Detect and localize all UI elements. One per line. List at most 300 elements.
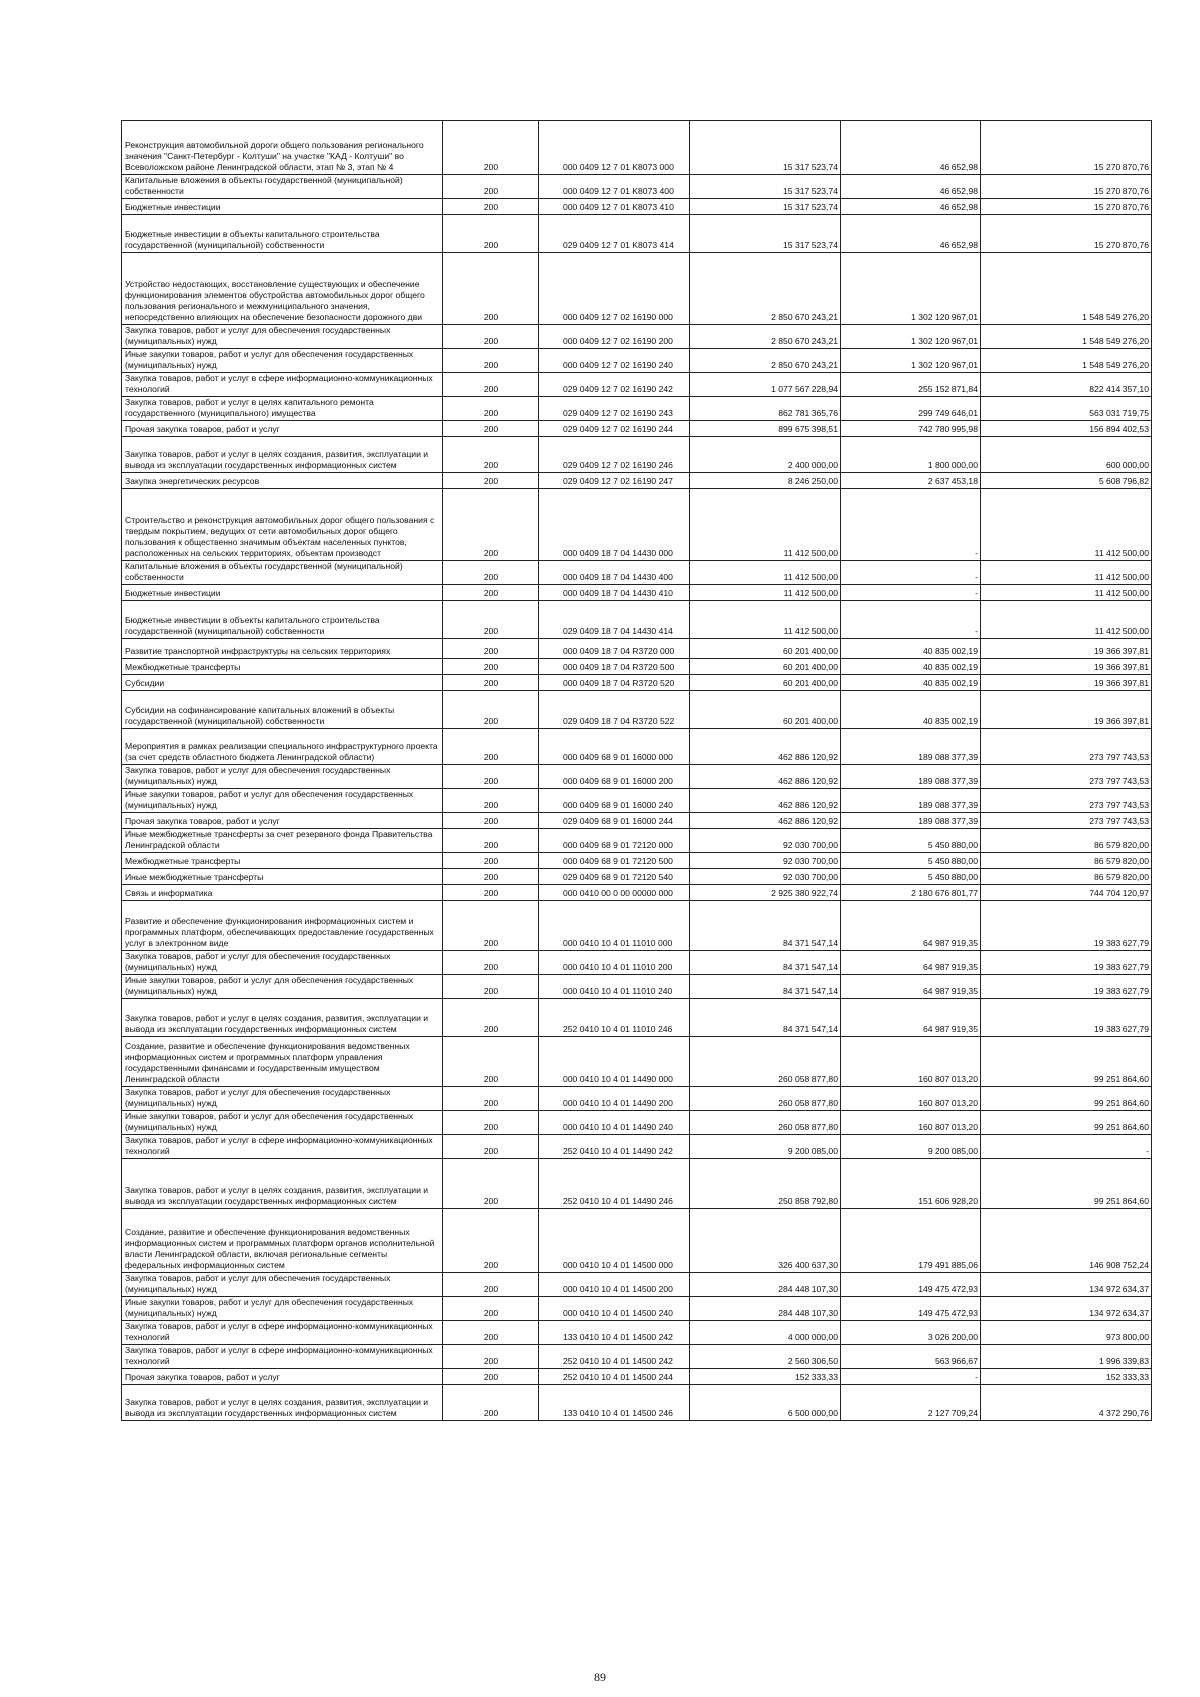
row-remaining-amount: 152 333,33	[981, 1369, 1152, 1385]
row-name: Закупка товаров, работ и услуг для обеспечения государственных (муниципальных) нужд	[122, 325, 443, 349]
row-name: Закупка товаров, работ и услуг в сфере информационно-коммуникационных технологий	[122, 1321, 443, 1345]
row-name: Развитие транспортной инфраструктуры на сельских территориях	[122, 639, 443, 659]
table-row	[122, 325, 1152, 349]
row-plan-amount: 11 412 500,00	[690, 601, 841, 639]
row-remaining-amount: 11 412 500,00	[981, 585, 1152, 601]
row-plan-amount: 15 317 523,74	[690, 175, 841, 199]
row-name: Закупка товаров, работ и услуг для обеспечения государственных (муниципальных) нужд	[122, 1087, 443, 1111]
row-remaining-amount: 1 996 339,83	[981, 1345, 1152, 1369]
row-name: Иные закупки товаров, работ и услуг для обеспечения государственных (муниципальных) нужд	[122, 1297, 443, 1321]
table-row	[122, 765, 1152, 789]
row-plan-amount: 84 371 547,14	[690, 901, 841, 951]
table-row	[122, 1385, 1152, 1421]
table-row	[122, 473, 1152, 489]
row-executed-amount: 40 835 002,19	[841, 675, 981, 691]
row-kcsr: 000 0410 10 4 01 11010 000	[539, 901, 690, 951]
row-name: Реконструкция автомобильной дороги общего пользования регионального значения "Санкт-Петербург - Колтуши" на участке "КАД - Колтуши" во Всеволожском районе Ленинградской области, этап № 3, этап № 4	[122, 121, 443, 175]
row-kcsr: 000 0409 12 7 02 16190 200	[539, 325, 690, 349]
table-row	[122, 1037, 1152, 1087]
row-code: 200	[443, 691, 539, 729]
row-executed-amount: 160 807 013,20	[841, 1111, 981, 1135]
row-name: Иные закупки товаров, работ и услуг для обеспечения государственных (муниципальных) нужд	[122, 349, 443, 373]
row-name: Мероприятия в рамках реализации специального инфраструктурного проекта (за счет средств областного бюджета Ленинградской области)	[122, 729, 443, 765]
row-plan-amount: 8 246 250,00	[690, 473, 841, 489]
row-remaining-amount: 19 366 397,81	[981, 675, 1152, 691]
row-executed-amount: 299 749 646,01	[841, 397, 981, 421]
row-code: 200	[443, 869, 539, 885]
row-kcsr: 000 0410 10 4 01 14490 000	[539, 1037, 690, 1087]
table-row	[122, 901, 1152, 951]
row-code: 200	[443, 1209, 539, 1273]
row-remaining-amount: 146 908 752,24	[981, 1209, 1152, 1273]
row-kcsr: 000 0410 10 4 01 11010 240	[539, 975, 690, 999]
row-remaining-amount: 744 704 120,97	[981, 885, 1152, 901]
row-name: Бюджетные инвестиции	[122, 199, 443, 215]
row-executed-amount: 149 475 472,93	[841, 1297, 981, 1321]
table-row	[122, 585, 1152, 601]
table-row	[122, 829, 1152, 853]
row-name: Создание, развитие и обеспечение функционирования ведомственных информационных систем и программных платформ органов исполнительной власти Ленинградской области, включая региональные сегменты федеральных информационных систем	[122, 1209, 443, 1273]
row-executed-amount: 64 987 919,35	[841, 951, 981, 975]
row-kcsr: 000 0409 68 9 01 16000 240	[539, 789, 690, 813]
row-remaining-amount: 15 270 870,76	[981, 215, 1152, 253]
row-plan-amount: 250 858 792,80	[690, 1159, 841, 1209]
row-kcsr: 000 0409 68 9 01 72120 000	[539, 829, 690, 853]
row-code: 200	[443, 349, 539, 373]
row-code: 200	[443, 1345, 539, 1369]
row-remaining-amount: 19 366 397,81	[981, 691, 1152, 729]
row-executed-amount: 189 088 377,39	[841, 765, 981, 789]
budget-table	[121, 120, 1152, 1421]
row-code: 200	[443, 561, 539, 585]
row-kcsr: 252 0410 10 4 01 14500 242	[539, 1345, 690, 1369]
row-name: Закупка товаров, работ и услуг для обеспечения государственных (муниципальных) нужд	[122, 765, 443, 789]
row-plan-amount: 462 886 120,92	[690, 729, 841, 765]
row-remaining-amount: 99 251 864,60	[981, 1111, 1152, 1135]
row-executed-amount: 5 450 880,00	[841, 829, 981, 853]
row-remaining-amount: 19 366 397,81	[981, 659, 1152, 675]
row-name: Бюджетные инвестиции в объекты капитального строительства государственной (муниципальной) собственности	[122, 215, 443, 253]
row-kcsr: 000 0409 18 7 04 R3720 500	[539, 659, 690, 675]
row-executed-amount: 2 180 676 801,77	[841, 885, 981, 901]
row-executed-amount: 3 026 200,00	[841, 1321, 981, 1345]
table-row	[122, 1321, 1152, 1345]
table-row	[122, 813, 1152, 829]
table-row	[122, 199, 1152, 215]
row-remaining-amount: 19 383 627,79	[981, 999, 1152, 1037]
row-name: Закупка товаров, работ и услуг в целях создания, развития, эксплуатации и вывода из эксплуатации государственных информационных систем	[122, 437, 443, 473]
row-kcsr: 000 0409 68 9 01 16000 200	[539, 765, 690, 789]
row-plan-amount: 260 058 877,80	[690, 1087, 841, 1111]
budget-table-body	[122, 121, 1152, 1421]
row-remaining-amount: 156 894 402,53	[981, 421, 1152, 437]
table-row	[122, 659, 1152, 675]
table-row	[122, 1209, 1152, 1273]
row-executed-amount: 9 200 085,00	[841, 1135, 981, 1159]
row-kcsr: 133 0410 10 4 01 14500 246	[539, 1385, 690, 1421]
table-row	[122, 691, 1152, 729]
row-executed-amount: 160 807 013,20	[841, 1037, 981, 1087]
row-kcsr: 000 0410 10 4 01 14500 200	[539, 1273, 690, 1297]
row-executed-amount: 64 987 919,35	[841, 999, 981, 1037]
row-executed-amount: 255 152 871,84	[841, 373, 981, 397]
row-plan-amount: 60 201 400,00	[690, 639, 841, 659]
row-plan-amount: 2 850 670 243,21	[690, 349, 841, 373]
row-code: 200	[443, 437, 539, 473]
row-remaining-amount: 15 270 870,76	[981, 199, 1152, 215]
row-name: Закупка товаров, работ и услуг в целях создания, развития, эксплуатации и вывода из эксплуатации государственных информационных систем	[122, 999, 443, 1037]
row-code: 200	[443, 639, 539, 659]
row-name: Закупка товаров, работ и услуг в сфере информационно-коммуникационных технологий	[122, 373, 443, 397]
row-remaining-amount: 822 414 357,10	[981, 373, 1152, 397]
row-remaining-amount: 134 972 634,37	[981, 1273, 1152, 1297]
row-name: Иные межбюджетные трансферты за счет резервного фонда Правительства Ленинградской области	[122, 829, 443, 853]
row-code: 200	[443, 1037, 539, 1087]
row-executed-amount: 46 652,98	[841, 215, 981, 253]
row-executed-amount: 160 807 013,20	[841, 1087, 981, 1111]
row-remaining-amount: 11 412 500,00	[981, 601, 1152, 639]
row-plan-amount: 152 333,33	[690, 1369, 841, 1385]
row-executed-amount: 40 835 002,19	[841, 639, 981, 659]
row-kcsr: 000 0410 10 4 01 11010 200	[539, 951, 690, 975]
row-kcsr: 000 0409 18 7 04 14430 400	[539, 561, 690, 585]
row-code: 200	[443, 885, 539, 901]
row-name: Межбюджетные трансферты	[122, 659, 443, 675]
row-kcsr: 252 0410 10 4 01 11010 246	[539, 999, 690, 1037]
row-kcsr: 000 0410 00 0 00 00000 000	[539, 885, 690, 901]
row-code: 200	[443, 901, 539, 951]
row-plan-amount: 84 371 547,14	[690, 999, 841, 1037]
row-name: Связь и информатика	[122, 885, 443, 901]
table-row	[122, 729, 1152, 765]
table-row	[122, 1135, 1152, 1159]
row-plan-amount: 84 371 547,14	[690, 951, 841, 975]
row-name: Строительство и реконструкция автомобильных дорог общего пользования с твердым покрытием, ведущих от сети автомобильных дорог общего пользования к общественно значимым объектам населенных пунктов, расположенных на сельских территориях, объектам производст	[122, 489, 443, 561]
row-remaining-amount: 1 548 549 276,20	[981, 349, 1152, 373]
row-remaining-amount: 15 270 870,76	[981, 175, 1152, 199]
table-row	[122, 1111, 1152, 1135]
row-remaining-amount: 86 579 820,00	[981, 853, 1152, 869]
row-plan-amount: 2 850 670 243,21	[690, 253, 841, 325]
row-code: 200	[443, 215, 539, 253]
table-row	[122, 675, 1152, 691]
row-code: 200	[443, 489, 539, 561]
table-row	[122, 601, 1152, 639]
table-row	[122, 437, 1152, 473]
row-name: Межбюджетные трансферты	[122, 853, 443, 869]
row-remaining-amount: 273 797 743,53	[981, 813, 1152, 829]
row-code: 200	[443, 1111, 539, 1135]
row-kcsr: 000 0410 10 4 01 14500 240	[539, 1297, 690, 1321]
row-plan-amount: 92 030 700,00	[690, 829, 841, 853]
row-name: Бюджетные инвестиции в объекты капитального строительства государственной (муниципальной) собственности	[122, 601, 443, 639]
row-code: 200	[443, 1087, 539, 1111]
row-code: 200	[443, 1297, 539, 1321]
table-row	[122, 869, 1152, 885]
table-row	[122, 1087, 1152, 1111]
row-plan-amount: 92 030 700,00	[690, 853, 841, 869]
row-code: 200	[443, 585, 539, 601]
row-remaining-amount: 273 797 743,53	[981, 789, 1152, 813]
row-remaining-amount: 99 251 864,60	[981, 1037, 1152, 1087]
row-executed-amount: 40 835 002,19	[841, 691, 981, 729]
row-remaining-amount: 134 972 634,37	[981, 1297, 1152, 1321]
row-kcsr: 000 0409 12 7 01 K8073 400	[539, 175, 690, 199]
row-plan-amount: 60 201 400,00	[690, 675, 841, 691]
row-code: 200	[443, 813, 539, 829]
row-kcsr: 029 0409 68 9 01 16000 244	[539, 813, 690, 829]
row-name: Закупка товаров, работ и услуг в целях создания, развития, эксплуатации и вывода из эксплуатации государственных информационных систем	[122, 1159, 443, 1209]
row-remaining-amount: 11 412 500,00	[981, 489, 1152, 561]
row-code: 200	[443, 199, 539, 215]
row-name: Закупка товаров, работ и услуг для обеспечения государственных (муниципальных) нужд	[122, 1273, 443, 1297]
row-name: Иные межбюджетные трансферты	[122, 869, 443, 885]
row-executed-amount: 46 652,98	[841, 199, 981, 215]
row-executed-amount: 46 652,98	[841, 175, 981, 199]
row-executed-amount: 2 637 453,18	[841, 473, 981, 489]
row-name: Закупка товаров, работ и услуг для обеспечения государственных (муниципальных) нужд	[122, 951, 443, 975]
row-name: Прочая закупка товаров, работ и услуг	[122, 813, 443, 829]
row-kcsr: 000 0409 18 7 04 R3720 000	[539, 639, 690, 659]
row-plan-amount: 9 200 085,00	[690, 1135, 841, 1159]
row-plan-amount: 462 886 120,92	[690, 789, 841, 813]
row-code: 200	[443, 1159, 539, 1209]
row-plan-amount: 2 925 380 922,74	[690, 885, 841, 901]
row-remaining-amount: 19 383 627,79	[981, 901, 1152, 951]
row-kcsr: 000 0409 18 7 04 R3720 520	[539, 675, 690, 691]
row-plan-amount: 15 317 523,74	[690, 121, 841, 175]
row-executed-amount: 1 302 120 967,01	[841, 253, 981, 325]
row-kcsr: 252 0410 10 4 01 14490 242	[539, 1135, 690, 1159]
row-name: Капитальные вложения в объекты государственной (муниципальной) собственности	[122, 561, 443, 585]
row-plan-amount: 11 412 500,00	[690, 585, 841, 601]
row-remaining-amount: -	[981, 1135, 1152, 1159]
table-row	[122, 639, 1152, 659]
row-plan-amount: 284 448 107,30	[690, 1297, 841, 1321]
row-code: 200	[443, 659, 539, 675]
row-code: 200	[443, 829, 539, 853]
row-name: Капитальные вложения в объекты государственной (муниципальной) собственности	[122, 175, 443, 199]
row-code: 200	[443, 853, 539, 869]
row-kcsr: 029 0409 12 7 01 K8073 414	[539, 215, 690, 253]
row-name: Закупка товаров, работ и услуг в целях создания, развития, эксплуатации и вывода из эксплуатации государственных информационных систем	[122, 1385, 443, 1421]
row-name: Субсидии на софинансирование капитальных вложений в объекты государственной (муниципальной) собственности	[122, 691, 443, 729]
table-row	[122, 121, 1152, 175]
row-executed-amount: 151 606 928,20	[841, 1159, 981, 1209]
row-executed-amount: 179 491 885,06	[841, 1209, 981, 1273]
row-plan-amount: 899 675 398,51	[690, 421, 841, 437]
row-executed-amount: 64 987 919,35	[841, 901, 981, 951]
row-name: Иные закупки товаров, работ и услуг для обеспечения государственных (муниципальных) нужд	[122, 975, 443, 999]
row-remaining-amount: 273 797 743,53	[981, 765, 1152, 789]
row-kcsr: 000 0409 12 7 02 16190 000	[539, 253, 690, 325]
row-code: 200	[443, 1385, 539, 1421]
row-plan-amount: 60 201 400,00	[690, 659, 841, 675]
row-executed-amount: 40 835 002,19	[841, 659, 981, 675]
row-kcsr: 029 0409 18 7 04 R3720 522	[539, 691, 690, 729]
row-remaining-amount: 19 383 627,79	[981, 975, 1152, 999]
row-executed-amount: 1 302 120 967,01	[841, 325, 981, 349]
row-name: Иные закупки товаров, работ и услуг для обеспечения государственных (муниципальных) нужд	[122, 789, 443, 813]
row-executed-amount: 563 966,67	[841, 1345, 981, 1369]
table-row	[122, 1345, 1152, 1369]
row-kcsr: 000 0410 10 4 01 14500 000	[539, 1209, 690, 1273]
row-code: 200	[443, 765, 539, 789]
table-row	[122, 175, 1152, 199]
row-plan-amount: 11 412 500,00	[690, 561, 841, 585]
row-code: 200	[443, 325, 539, 349]
row-remaining-amount: 600 000,00	[981, 437, 1152, 473]
row-plan-amount: 2 850 670 243,21	[690, 325, 841, 349]
row-executed-amount: 149 475 472,93	[841, 1273, 981, 1297]
row-plan-amount: 84 371 547,14	[690, 975, 841, 999]
row-name: Закупка товаров, работ и услуг в сфере информационно-коммуникационных технологий	[122, 1135, 443, 1159]
table-row	[122, 253, 1152, 325]
row-kcsr: 000 0409 68 9 01 16000 000	[539, 729, 690, 765]
row-executed-amount: 189 088 377,39	[841, 789, 981, 813]
row-executed-amount: 189 088 377,39	[841, 729, 981, 765]
table-row	[122, 215, 1152, 253]
table-row	[122, 1159, 1152, 1209]
row-kcsr: 000 0409 12 7 02 16190 240	[539, 349, 690, 373]
table-row	[122, 561, 1152, 585]
row-plan-amount: 1 077 567 228,94	[690, 373, 841, 397]
row-kcsr: 000 0409 12 7 01 K8073 000	[539, 121, 690, 175]
row-code: 200	[443, 373, 539, 397]
row-remaining-amount: 4 372 290,76	[981, 1385, 1152, 1421]
row-plan-amount: 4 000 000,00	[690, 1321, 841, 1345]
row-plan-amount: 862 781 365,76	[690, 397, 841, 421]
row-kcsr: 000 0410 10 4 01 14490 200	[539, 1087, 690, 1111]
row-kcsr: 000 0409 12 7 01 K8073 410	[539, 199, 690, 215]
row-remaining-amount: 99 251 864,60	[981, 1159, 1152, 1209]
row-name: Прочая закупка товаров, работ и услуг	[122, 1369, 443, 1385]
row-remaining-amount: 563 031 719,75	[981, 397, 1152, 421]
row-code: 200	[443, 1135, 539, 1159]
row-plan-amount: 2 560 306,50	[690, 1345, 841, 1369]
row-remaining-amount: 15 270 870,76	[981, 121, 1152, 175]
page-number: 89	[594, 1670, 606, 1684]
row-remaining-amount: 86 579 820,00	[981, 829, 1152, 853]
row-code: 200	[443, 601, 539, 639]
row-name: Закупка товаров, работ и услуг в целях капитального ремонта государственного (муниципального) имущества	[122, 397, 443, 421]
table-row	[122, 373, 1152, 397]
row-plan-amount: 284 448 107,30	[690, 1273, 841, 1297]
row-executed-amount: 2 127 709,24	[841, 1385, 981, 1421]
row-executed-amount: 46 652,98	[841, 121, 981, 175]
row-name: Создание, развитие и обеспечение функционирования ведомственных информационных систем и программных платформ управления государственными финансами и государственным имуществом Ленинградской области	[122, 1037, 443, 1087]
row-remaining-amount: 86 579 820,00	[981, 869, 1152, 885]
row-remaining-amount: 19 383 627,79	[981, 951, 1152, 975]
table-row	[122, 1369, 1152, 1385]
row-kcsr: 029 0409 12 7 02 16190 243	[539, 397, 690, 421]
row-executed-amount: 1 302 120 967,01	[841, 349, 981, 373]
row-name: Субсидии	[122, 675, 443, 691]
table-row	[122, 999, 1152, 1037]
row-kcsr: 000 0409 18 7 04 14430 000	[539, 489, 690, 561]
row-remaining-amount: 5 608 796,82	[981, 473, 1152, 489]
row-plan-amount: 260 058 877,80	[690, 1037, 841, 1087]
row-kcsr: 000 0410 10 4 01 14490 240	[539, 1111, 690, 1135]
budget-report-page	[121, 120, 1151, 1421]
table-row	[122, 349, 1152, 373]
row-executed-amount: 742 780 995,98	[841, 421, 981, 437]
row-name: Закупка энергетических ресурсов	[122, 473, 443, 489]
row-remaining-amount: 273 797 743,53	[981, 729, 1152, 765]
row-kcsr: 252 0410 10 4 01 14500 244	[539, 1369, 690, 1385]
row-remaining-amount: 99 251 864,60	[981, 1087, 1152, 1111]
row-plan-amount: 6 500 000,00	[690, 1385, 841, 1421]
row-plan-amount: 92 030 700,00	[690, 869, 841, 885]
row-code: 200	[443, 951, 539, 975]
table-row	[122, 1273, 1152, 1297]
table-row	[122, 421, 1152, 437]
row-kcsr: 000 0409 18 7 04 14430 410	[539, 585, 690, 601]
row-kcsr: 029 0409 12 7 02 16190 244	[539, 421, 690, 437]
row-code: 200	[443, 999, 539, 1037]
row-name: Прочая закупка товаров, работ и услуг	[122, 421, 443, 437]
row-kcsr: 029 0409 18 7 04 14430 414	[539, 601, 690, 639]
row-plan-amount: 15 317 523,74	[690, 199, 841, 215]
row-code: 200	[443, 121, 539, 175]
table-row	[122, 951, 1152, 975]
table-row	[122, 397, 1152, 421]
row-executed-amount: 5 450 880,00	[841, 853, 981, 869]
row-plan-amount: 326 400 637,30	[690, 1209, 841, 1273]
row-code: 200	[443, 1321, 539, 1345]
row-kcsr: 029 0409 68 9 01 72120 540	[539, 869, 690, 885]
row-plan-amount: 11 412 500,00	[690, 489, 841, 561]
table-row	[122, 885, 1152, 901]
row-code: 200	[443, 397, 539, 421]
row-code: 200	[443, 1273, 539, 1297]
row-code: 200	[443, 253, 539, 325]
row-name: Иные закупки товаров, работ и услуг для обеспечения государственных (муниципальных) нужд	[122, 1111, 443, 1135]
row-plan-amount: 462 886 120,92	[690, 813, 841, 829]
row-kcsr: 029 0409 12 7 02 16190 246	[539, 437, 690, 473]
row-kcsr: 000 0409 68 9 01 72120 500	[539, 853, 690, 869]
row-kcsr: 029 0409 12 7 02 16190 242	[539, 373, 690, 397]
table-row	[122, 489, 1152, 561]
row-executed-amount: -	[841, 601, 981, 639]
row-code: 200	[443, 975, 539, 999]
row-executed-amount: 5 450 880,00	[841, 869, 981, 885]
row-name: Развитие и обеспечение функционирования информационных систем и программных платформ, обеспечивающих предоставление государственных услуг в электронном виде	[122, 901, 443, 951]
row-kcsr: 252 0410 10 4 01 14490 246	[539, 1159, 690, 1209]
row-code: 200	[443, 729, 539, 765]
table-row	[122, 789, 1152, 813]
row-executed-amount: -	[841, 489, 981, 561]
row-code: 200	[443, 675, 539, 691]
row-code: 200	[443, 789, 539, 813]
row-code: 200	[443, 175, 539, 199]
row-code: 200	[443, 1369, 539, 1385]
row-executed-amount: 64 987 919,35	[841, 975, 981, 999]
row-executed-amount: 1 800 000,00	[841, 437, 981, 473]
row-plan-amount: 60 201 400,00	[690, 691, 841, 729]
table-row	[122, 975, 1152, 999]
row-plan-amount: 462 886 120,92	[690, 765, 841, 789]
row-remaining-amount: 19 366 397,81	[981, 639, 1152, 659]
row-executed-amount: 189 088 377,39	[841, 813, 981, 829]
row-name: Бюджетные инвестиции	[122, 585, 443, 601]
row-plan-amount: 260 058 877,80	[690, 1111, 841, 1135]
row-remaining-amount: 973 800,00	[981, 1321, 1152, 1345]
row-executed-amount: -	[841, 1369, 981, 1385]
row-kcsr: 133 0410 10 4 01 14500 242	[539, 1321, 690, 1345]
row-remaining-amount: 1 548 549 276,20	[981, 325, 1152, 349]
row-executed-amount: -	[841, 585, 981, 601]
